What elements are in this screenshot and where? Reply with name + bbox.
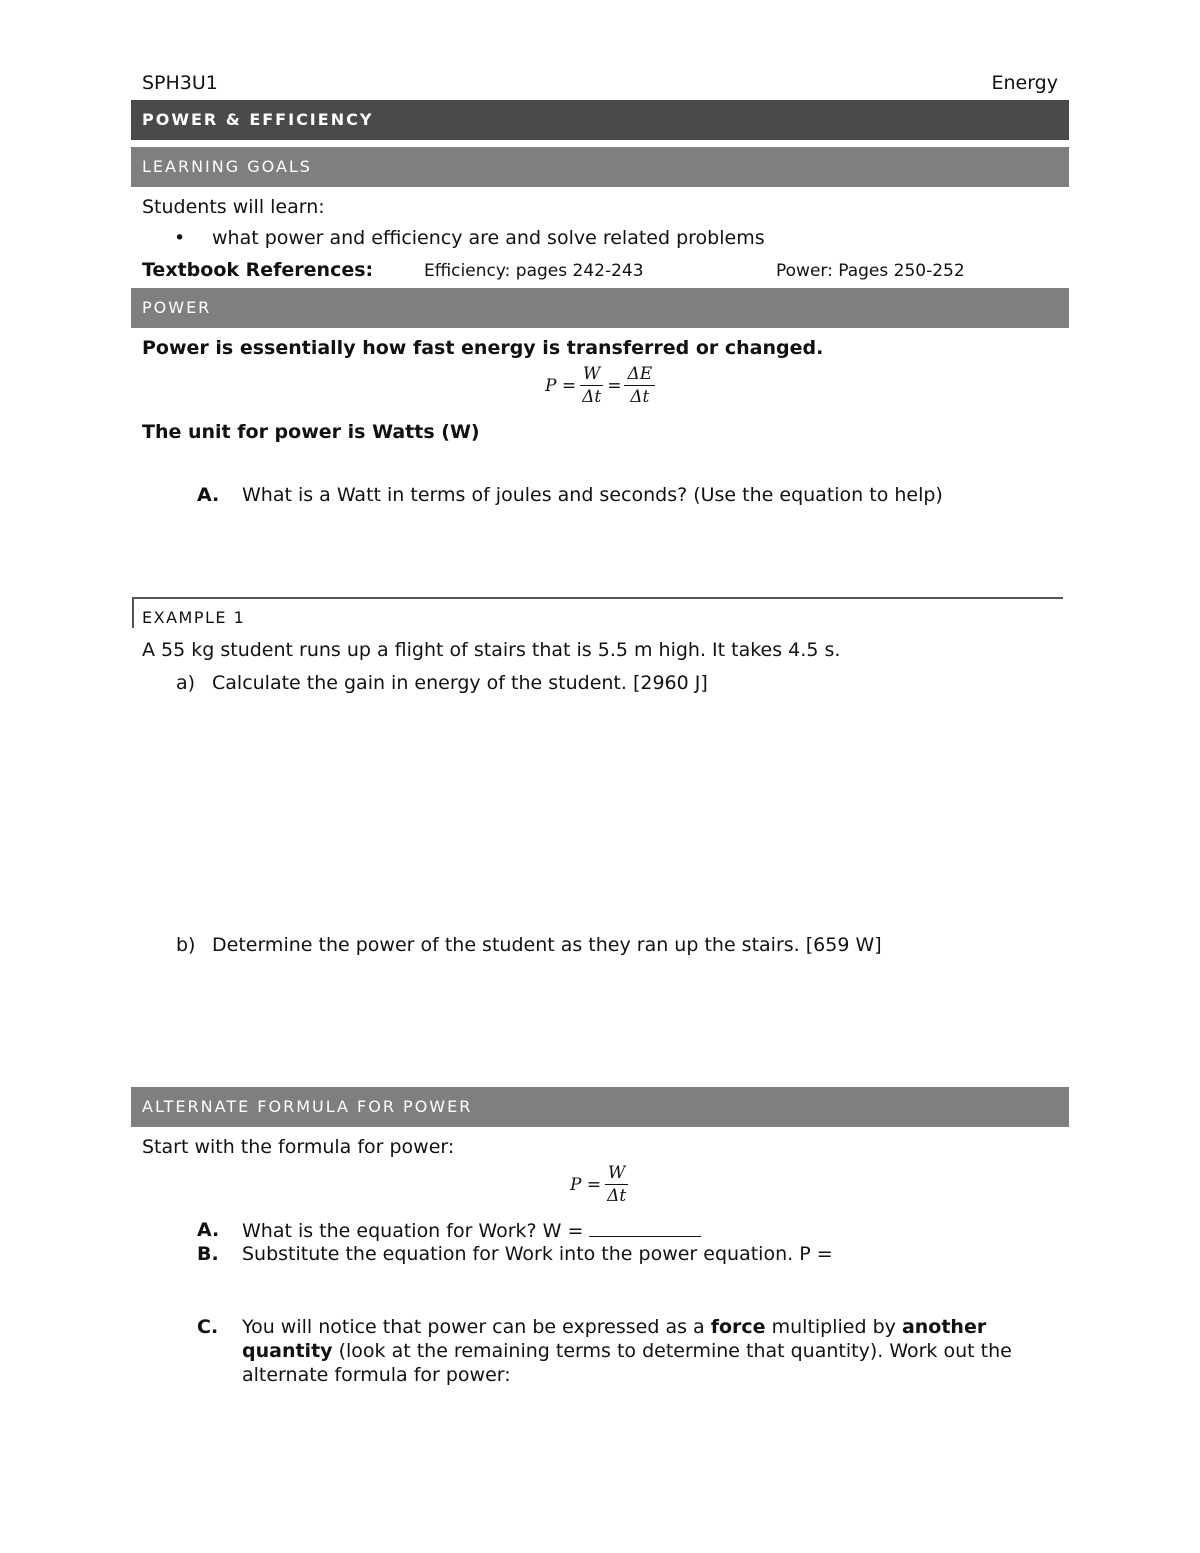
question-a-label: A.	[197, 484, 220, 506]
formula-equals: =	[607, 375, 622, 396]
c-bold-force: force	[710, 1316, 766, 1338]
power-unit-name: Watts (W)	[372, 421, 480, 443]
goals-intro: Students will learn:	[142, 196, 325, 218]
alt-question-a	[242, 1218, 701, 1243]
course-code: SPH3U1	[142, 72, 218, 94]
power-unit-prefix: The unit for power is	[142, 421, 373, 443]
part-b-text: Determine the power of the student as they ran up the stairs. [659 W]	[212, 934, 882, 956]
title-bar: POWER & EFFICIENCY	[131, 100, 1069, 140]
alternate-formula-bar: ALTERNATE FORMULA FOR POWER	[131, 1087, 1069, 1127]
example-title: EXAMPLE 1	[142, 608, 246, 627]
refs-power: Power: Pages 250-252	[776, 261, 965, 281]
alt-question-a-label: A.	[197, 1219, 220, 1241]
example-problem: A 55 kg student runs up a flight of stairs that is 5.5 m high. It takes 4.5 s.	[142, 639, 841, 661]
bullet-icon: •	[174, 227, 186, 249]
fraction-denominator: Δt	[630, 387, 650, 407]
fraction-work-time	[579, 364, 604, 407]
fraction-denominator: Δt	[607, 1186, 627, 1206]
power-bar: POWER	[131, 288, 1069, 328]
alt-question-b-text: Substitute the equation for Work into the power equation. P =	[242, 1243, 833, 1265]
unit-name: Energy	[991, 72, 1058, 94]
fraction-energy-time	[624, 364, 655, 407]
c-part2: multiplied by	[765, 1316, 902, 1338]
part-b-label: b)	[176, 934, 196, 956]
fraction-denominator: Δt	[582, 387, 602, 407]
formula-lhs: P =	[570, 1174, 602, 1195]
alt-question-a-text: What is the equation for Work? W =	[242, 1220, 590, 1242]
formula-lhs: P =	[545, 375, 577, 396]
alt-question-c-label: C.	[197, 1316, 219, 1338]
example-top-border	[132, 597, 1063, 599]
c-part3: (look at the remaining terms to determine that quantity). Work out the alternate formula for power:	[242, 1340, 1012, 1386]
power-definition: Power is essentially how fast energy is transferred or changed.	[142, 337, 824, 359]
alt-question-c-text	[242, 1315, 1060, 1387]
answer-blank-line	[589, 1218, 701, 1237]
c-bold-quantity: another quantity	[242, 1316, 987, 1362]
alt-question-b-label: B.	[197, 1243, 219, 1265]
fraction-numerator: W	[580, 364, 603, 386]
part-a-label: a)	[176, 672, 196, 694]
goal-bullet-text: what power and efficiency are and solve related problems	[212, 227, 765, 249]
power-formula	[545, 364, 658, 407]
alternate-power-formula	[570, 1163, 632, 1206]
c-part1: You will notice that power can be expressed as a	[242, 1316, 711, 1338]
fraction-work-time	[604, 1163, 629, 1206]
textbook-refs-label: Textbook References:	[142, 259, 374, 281]
refs-efficiency: Efficiency: pages 242-243	[424, 261, 644, 281]
alternate-intro: Start with the formula for power:	[142, 1136, 455, 1158]
question-a-text: What is a Watt in terms of joules and seconds? (Use the equation to help)	[242, 484, 943, 506]
learning-goals-bar: LEARNING GOALS	[131, 147, 1069, 187]
fraction-numerator: ΔE	[624, 364, 655, 386]
example-left-border	[132, 597, 134, 628]
fraction-numerator: W	[605, 1163, 628, 1185]
power-unit	[142, 420, 480, 444]
part-a-text: Calculate the gain in energy of the student. [2960 J]	[212, 672, 708, 694]
